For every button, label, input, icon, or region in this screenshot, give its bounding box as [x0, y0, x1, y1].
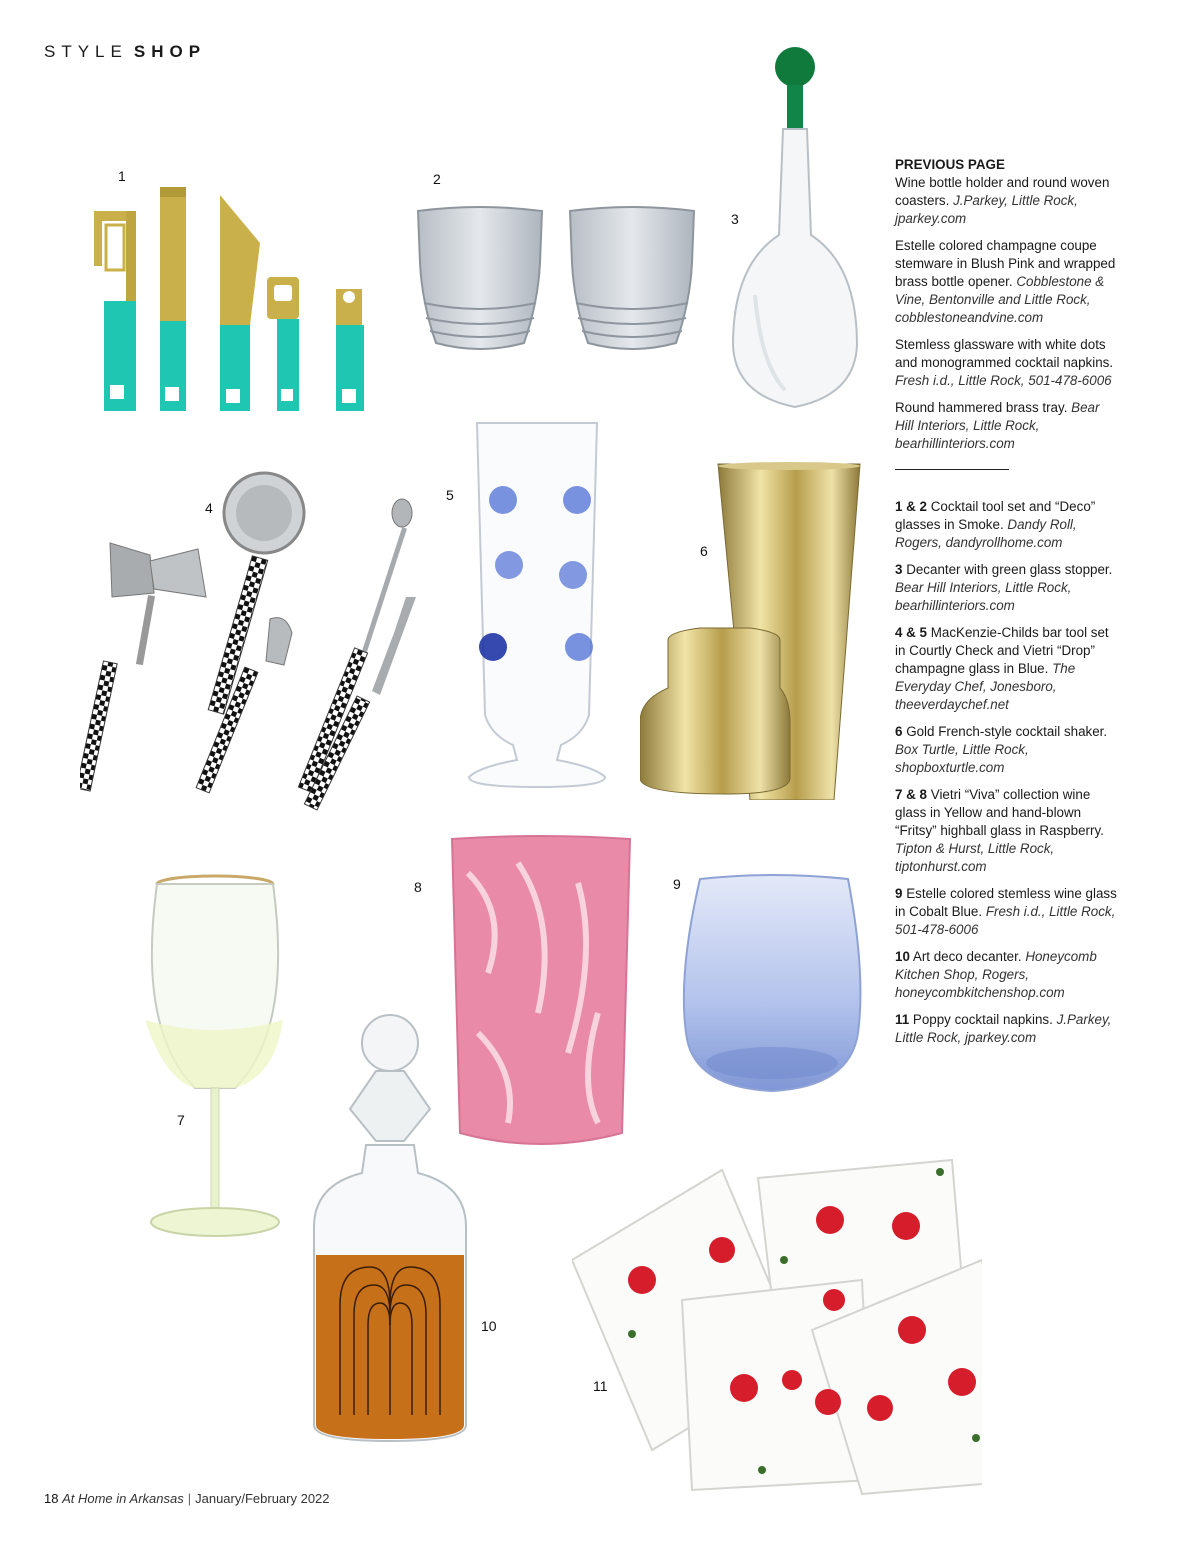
section-label: STYLE [44, 42, 128, 61]
item-number: 11 [593, 1378, 608, 1394]
checkered-bar-tools-icon [80, 465, 430, 825]
cobalt-stemless-glass-icon [678, 873, 866, 1095]
credit-number: 4 & 5 [895, 625, 928, 640]
item-number: 3 [731, 211, 739, 227]
cocktail-tool-set-icon [90, 185, 390, 415]
credit-entry [895, 237, 1120, 327]
credit-number: 11 [895, 1012, 910, 1027]
item-number: 6 [700, 543, 708, 559]
credit-source: J.Parkey, Little Rock, jparkey.com [895, 1012, 1112, 1045]
credit-number: 6 [895, 724, 903, 739]
page-footer [44, 1491, 330, 1506]
item-number: 9 [673, 876, 681, 892]
section-header [44, 42, 206, 62]
credit-source: Tipton & Hurst, Little Rock, tiptonhurst.com [895, 841, 1055, 874]
item-number: 1 [118, 168, 126, 184]
credit-source: Bear Hill Interiors, Little Rock, bearhillinteriors.com [895, 400, 1100, 451]
credit-text: Estelle colored stemless wine glass in Cobalt Blue. [895, 886, 1117, 919]
divider [895, 469, 1009, 470]
yellow-wine-glass-icon [135, 870, 285, 1250]
credit-number: 9 [895, 886, 903, 901]
credit-text: Cocktail tool set and “Deco” glasses in Smoke. [895, 499, 1096, 532]
credit-entry [895, 624, 1120, 714]
credit-source: Box Turtle, Little Rock, shopboxturtle.com [895, 742, 1029, 775]
credit-entry [895, 786, 1120, 876]
magazine-name: At Home in Arkansas [62, 1491, 184, 1506]
credit-text: Stemless glassware with white dots and monogrammed cocktail napkins. [895, 337, 1114, 370]
credit-number: 1 & 2 [895, 499, 928, 514]
credit-entry [895, 336, 1120, 390]
credit-text: Decanter with green glass stopper. [906, 562, 1113, 577]
pink-highball-glass-icon [448, 833, 633, 1153]
decanter-green-stopper-icon [725, 45, 865, 410]
product-credits-sidebar [895, 156, 1120, 1056]
item-number: 10 [481, 1318, 497, 1334]
poppy-napkins-icon [572, 1150, 982, 1495]
item-number: 4 [205, 500, 213, 516]
credit-text: Gold French-style cocktail shaker. [906, 724, 1108, 739]
page-number: 18 [44, 1491, 59, 1506]
item-number: 7 [177, 1112, 185, 1128]
credit-entry [895, 498, 1120, 552]
credit-number: 3 [895, 562, 903, 577]
item-number: 2 [433, 171, 441, 187]
issue-date: January/February 2022 [195, 1491, 330, 1506]
drop-champagne-glass-icon [465, 415, 610, 790]
footer-separator: | [187, 1491, 192, 1506]
credit-entry [895, 399, 1120, 453]
credit-text: Estelle colored champagne coupe stemware in Blush Pink and wrapped brass bottle opener. [895, 238, 1116, 289]
credit-source: Bear Hill Interiors, Little Rock, bearhillinteriors.com [895, 580, 1072, 613]
credit-number: 7 & 8 [895, 787, 928, 802]
credit-source: Cobblestone & Vine, Bentonville and Little Rock, cobblestoneandvine.com [895, 274, 1105, 325]
credit-text: Poppy cocktail napkins. [912, 1012, 1053, 1027]
credit-number: 10 [895, 949, 910, 964]
credit-text: Round hammered brass tray. [895, 400, 1068, 415]
credit-source: J.Parkey, Little Rock, jparkey.com [895, 193, 1078, 226]
art-deco-decanter-icon [310, 1005, 470, 1445]
gold-cocktail-shaker-icon [640, 460, 865, 800]
item-number: 8 [414, 879, 422, 895]
credit-entry [895, 885, 1120, 939]
credit-text: Vietri “Viva” collection wine glass in Yellow and hand-blown “Fritsy” highball glass in Raspberry. [895, 787, 1104, 838]
credit-source: Fresh i.d., Little Rock, 501-478-6006 [895, 904, 1116, 937]
credit-entry [895, 948, 1120, 1002]
credit-source: Fresh i.d., Little Rock, 501-478-6006 [895, 373, 1112, 388]
credit-text: MacKenzie-Childs bar tool set in Courtly Check and Vietri “Drop” champagne glass in Blue. [895, 625, 1109, 676]
item-number: 5 [446, 487, 454, 503]
previous-page-heading: PREVIOUS PAGE [895, 157, 1005, 172]
credit-entry [895, 723, 1120, 777]
credit-text: Art deco decanter. [912, 949, 1022, 964]
credit-source: The Everyday Chef, Jonesboro, theeverdaychef.net [895, 661, 1076, 712]
credit-entry [895, 174, 1120, 228]
credit-entry [895, 561, 1120, 615]
subsection-label: SHOP [133, 42, 207, 61]
deco-glasses-icon [410, 203, 706, 355]
credit-text: Wine bottle holder and round woven coasters. [895, 175, 1110, 208]
credit-source: Dandy Roll, Rogers, dandyrollhome.com [895, 517, 1077, 550]
credit-entry [895, 1011, 1120, 1047]
credit-source: Honeycomb Kitchen Shop, Rogers, honeycombkitchenshop.com [895, 949, 1097, 1000]
